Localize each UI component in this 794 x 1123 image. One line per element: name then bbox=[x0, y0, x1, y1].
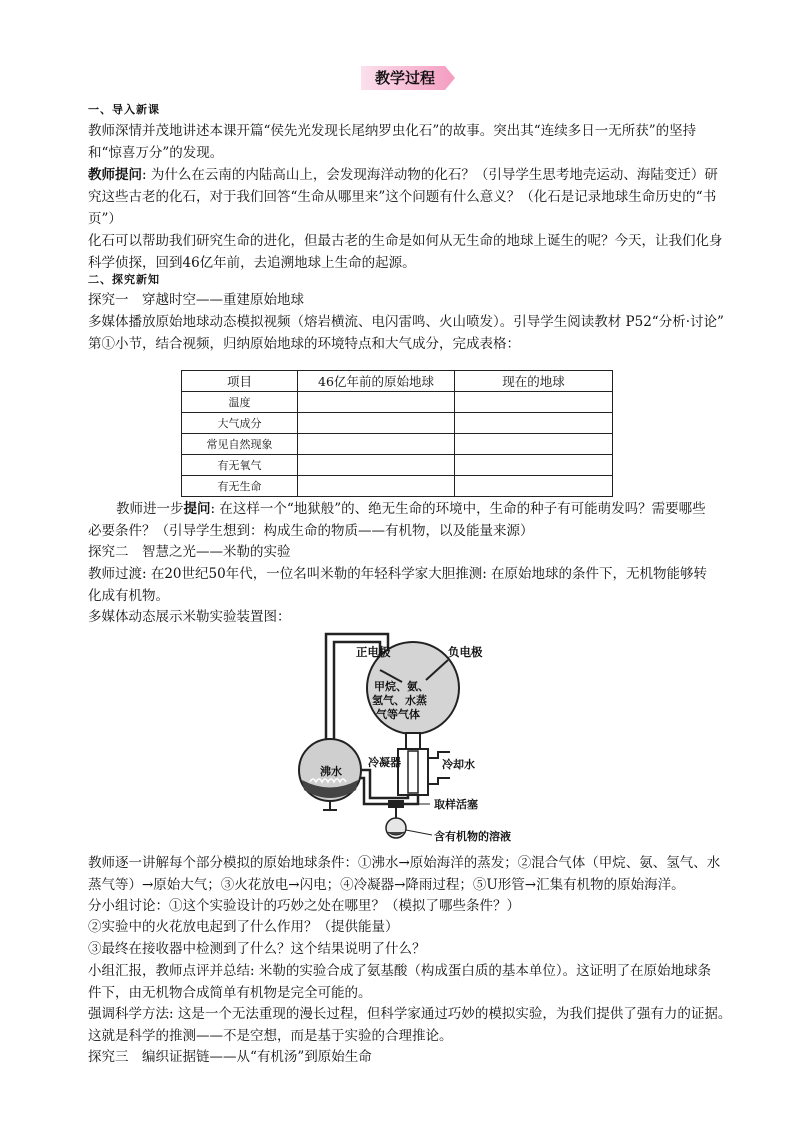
text-span: : 在这样一个“地狱般”的、绝无生命的环境中，生命的种子有可能萌发吗？需要哪些 bbox=[210, 501, 706, 517]
empty-cell[interactable] bbox=[298, 413, 455, 434]
section-banner bbox=[361, 66, 457, 90]
science-method bbox=[88, 1003, 764, 1047]
section-heading-intro: 一、导入新课 bbox=[88, 103, 160, 116]
table-header-cell: 46亿年前的原始地球 bbox=[298, 371, 455, 392]
row-header-cell: 大气成分 bbox=[182, 413, 298, 434]
label-condenser: 冷凝器 bbox=[368, 756, 401, 769]
table-row bbox=[182, 413, 613, 434]
text-line: 强调科学方法: 这是一个无法重现的漫长过程，但科学家通过巧妙的模拟实验，为我们提供了强有力的证据。 bbox=[88, 1006, 732, 1022]
label-cooling-water: 冷却水 bbox=[442, 758, 475, 771]
label-negative-electrode: 负电极 bbox=[448, 645, 483, 659]
table-row bbox=[182, 455, 613, 476]
text-line bbox=[88, 164, 764, 186]
label-organic-solution: 含有机物的溶液 bbox=[434, 830, 511, 843]
table-header-cell: 项目 bbox=[182, 371, 298, 392]
label-gas-mixture: 氢气、水蒸 bbox=[372, 694, 427, 707]
table-row bbox=[182, 392, 613, 413]
text-span: 教师进一步 bbox=[116, 501, 184, 517]
explore2-explanation bbox=[88, 852, 764, 896]
table-header-row bbox=[182, 371, 613, 392]
group-discussion-2: ②实验中的火花放电起到了什么作用？（提供能量） bbox=[88, 919, 399, 935]
text-span: : 为什么在云南的内陆高山上，会发现海洋动物的化石？（引导学生思考地壳运动、海陆变迁）研 bbox=[142, 167, 718, 183]
text-line: 页”） bbox=[88, 211, 122, 227]
empty-cell[interactable] bbox=[298, 455, 455, 476]
empty-cell[interactable] bbox=[455, 434, 613, 455]
explore3-title: 探究三 编织证据链——从“有机汤”到原始生命 bbox=[88, 1049, 372, 1065]
intro-paragraph-2 bbox=[88, 164, 764, 230]
explore2-show: 多媒体动态展示米勒实验装置图： bbox=[88, 609, 291, 625]
text-line: 多媒体播放原始地球动态模拟视频（熔岩横流、电闪雷鸣、火山喷发）。引导学生阅读教材 P52“分析·讨论” bbox=[88, 314, 724, 330]
bold-label: 提问 bbox=[183, 501, 211, 517]
intro-paragraph-3 bbox=[88, 230, 764, 274]
label-boiling-water: 沸水 bbox=[320, 765, 342, 778]
explore1-paragraph bbox=[88, 311, 764, 355]
empty-cell[interactable] bbox=[298, 476, 455, 497]
row-header-cell: 有无氧气 bbox=[182, 455, 298, 476]
text-line: 教师过渡: 在20世纪50年代，一位名叫米勒的年轻科学家大胆推测: 在原始地球的条件下，无机物能够转 bbox=[88, 566, 708, 582]
empty-cell[interactable] bbox=[298, 392, 455, 413]
explore2-transition bbox=[88, 563, 764, 607]
text-line: 教师逐一讲解每个部分模拟的原始地球条件：①沸水→原始海洋的蒸发；②混合气体（甲烷、氨、氢气、水 bbox=[88, 855, 721, 871]
label-positive-electrode: 正电极 bbox=[356, 645, 391, 659]
empty-cell[interactable] bbox=[455, 455, 613, 476]
text-line: 化成有机物。 bbox=[88, 588, 169, 604]
text-line: 教师深情并茂地讲述本课开篇“侯先光发现长尾纳罗虫化石”的故事。突出其“连续多日一无所获”的坚持 bbox=[88, 123, 697, 139]
banner-title: 教学过程 bbox=[374, 69, 435, 87]
table-row bbox=[182, 476, 613, 497]
text-line: 必要条件？（引导学生想到：构成生命的物质——有机物，以及能量来源） bbox=[88, 523, 534, 539]
table-row bbox=[182, 434, 613, 455]
explore1-question bbox=[88, 498, 764, 542]
text-line: 这就是科学的推测——不是空想，而是基于实验的合理推论。 bbox=[88, 1028, 453, 1044]
empty-cell[interactable] bbox=[298, 434, 455, 455]
text-line: 件下，由无机物合成简单有机物是完全可能的。 bbox=[88, 985, 372, 1001]
label-gas-mixture: 气等气体 bbox=[376, 708, 420, 721]
text-line: 蒸气等）→原始大气；③火花放电→闪电；④冷凝器→降雨过程；⑤U形管→汇集有机物的原始海洋。 bbox=[88, 877, 685, 893]
text-line: 和“惊喜万分”的发现。 bbox=[88, 145, 224, 161]
text-line bbox=[88, 498, 764, 520]
apparatus-drawing bbox=[290, 630, 550, 845]
row-header-cell: 有无生命 bbox=[182, 476, 298, 497]
group-report bbox=[88, 960, 764, 1004]
explore2-title: 探究二 智慧之光——米勒的实验 bbox=[88, 544, 291, 560]
section-heading-explore: 二、探究新知 bbox=[88, 273, 160, 286]
text-line: 科学侦探，回到46亿年前，去追溯地球上生命的起源。 bbox=[88, 255, 416, 271]
bold-label: 教师提问 bbox=[88, 167, 142, 183]
empty-cell[interactable] bbox=[455, 413, 613, 434]
earth-comparison-table bbox=[181, 370, 613, 497]
text-line: 究这些古老的化石，对于我们回答“生命从哪里来”这个问题有什么意义？（化石是记录地球生命历史的“书 bbox=[88, 189, 717, 205]
empty-cell[interactable] bbox=[455, 392, 613, 413]
text-line: 小组汇报，教师点评并总结: 米勒的实验合成了氨基酸（构成蛋白质的基本单位）。这证明了在原始地球条 bbox=[88, 963, 712, 979]
intro-paragraph-1 bbox=[88, 120, 764, 164]
row-header-cell: 常见自然现象 bbox=[182, 434, 298, 455]
text-line: 第①小节，结合视频，归纳原始地球的环境特点和大气成分，完成表格： bbox=[88, 336, 520, 352]
label-stopcock: 取样活塞 bbox=[434, 798, 478, 811]
text-line: 化石可以帮助我们研究生命的进化，但最古老的生命是如何从无生命的地球上诞生的呢？今天，让我们化身 bbox=[88, 233, 723, 249]
explore1-title: 探究一 穿越时空——重建原始地球 bbox=[88, 292, 304, 308]
miller-apparatus-diagram bbox=[290, 630, 550, 845]
label-gas-mixture: 甲烷、氨、 bbox=[374, 680, 429, 693]
table-header-cell: 现在的地球 bbox=[455, 371, 613, 392]
group-discussion-1: 分小组讨论：①这个实验设计的巧妙之处在哪里？（模拟了哪些条件？） bbox=[88, 898, 520, 914]
empty-cell[interactable] bbox=[455, 476, 613, 497]
row-header-cell: 温度 bbox=[182, 392, 298, 413]
group-discussion-3: ③最终在接收器中检测到了什么？这个结果说明了什么？ bbox=[88, 941, 426, 957]
